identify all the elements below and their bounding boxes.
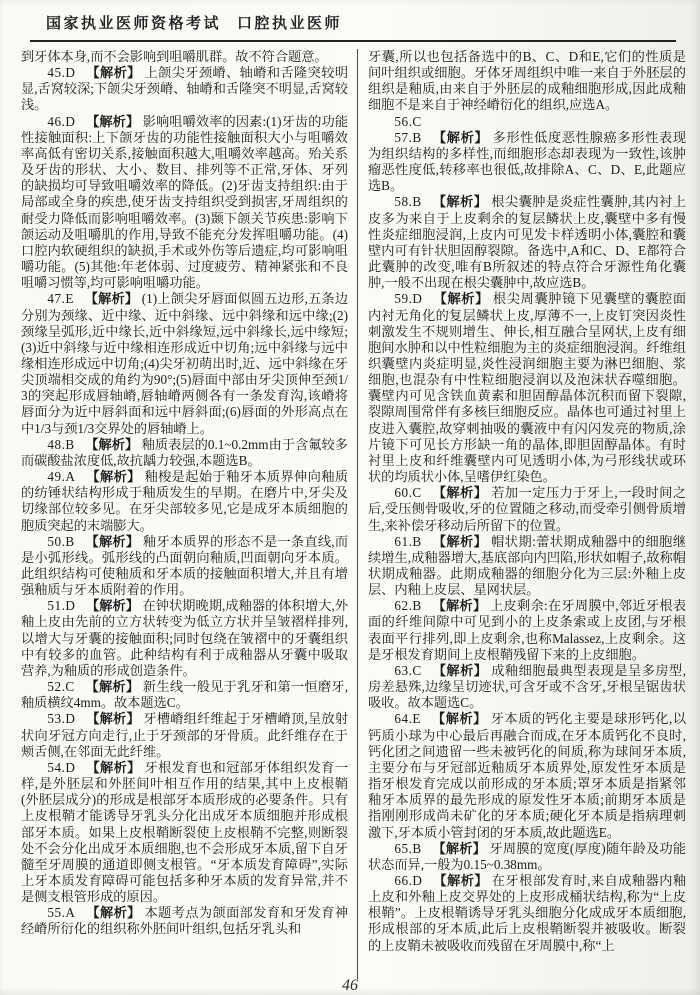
analysis-marker: 【解析】	[432, 533, 488, 549]
answer-number: 47.E	[47, 291, 74, 307]
paragraph-text: 影响咀嚼效率的因素:(1)牙齿的功能性接触面积:上下颌牙齿的功能性接触面积大小与咀嚼效率高低有密切关系,接触面积越大,咀嚼效率越高。殆关系及牙齿的形状、大小、数目、排列等不正常,牙体、牙列的缺损均可导致咀嚼效率的降低。(2)牙齿支持组织:由于局部或全身的疾患,使牙齿支持组织受到损害,牙周组织的耐受力降低而影响咀嚼效率。(3)颞下颌关节疾患:影响下颌运动及咀嚼肌的作用,导致不能充分发挥咀嚼功能。(4)口腔内软硬组织的缺损,手术或外伤等后遗症,均可影响咀嚼功能。(5)其他:年老体弱、过度疲劳、精神紧张和不良咀嚼习惯等,均可影响咀嚼功能。	[21, 113, 349, 291]
paragraph-text: 到牙体本身,而不会影响到咀嚼肌群。故不符合题意。	[21, 49, 328, 64]
answer-paragraph	[21, 437, 348, 469]
answer-paragraph	[368, 841, 686, 873]
answer-paragraph	[21, 711, 348, 759]
analysis-marker: 【解析】	[85, 436, 139, 452]
answer-paragraph	[21, 291, 348, 436]
answer-number: 59.D	[394, 291, 423, 307]
analysis-marker: 【解析】	[85, 533, 140, 549]
paragraph-text: 上颌尖牙颈嵴、轴嵴和舌隆突较明显,舌窝较深;下颌尖牙颈嵴、轴嵴和舌隆突不明显,舌窝较浅。	[21, 65, 349, 113]
paragraph-text: 牙槽嵴组纤维起于牙槽嵴顶,呈放射状向牙冠方向走行,止于牙颈部的牙骨质。此纤维存在于颊舌侧,在邻面无此纤维。	[21, 711, 349, 759]
answer-paragraph	[368, 291, 686, 485]
answer-number: 64.E	[394, 711, 421, 727]
paragraph-text: 多形性低度恶性腺癌多形性表现为组织结构的多样性,而细胞形态却表现为一致性,该肿瘤恶性度低,转移率也很低,故排除A、C、D、E,此题应选B。	[368, 129, 686, 194]
answer-number: 56.C	[394, 113, 422, 129]
analysis-marker: 【解析】	[432, 194, 488, 210]
paragraph-text: 釉质表层的0.1~0.2mm由于含氟较多而碳酸盐浓度低,故抗龋力较强,本题选B。	[21, 436, 348, 468]
answer-number: 46.D	[47, 113, 76, 129]
paragraph-text: 若加一定压力于牙上,一段时间之后,受压侧骨吸收,牙的位置随之移动,而受牵引侧骨质增生,来补偿牙移动后所留下的位置。	[368, 485, 686, 533]
paragraph-text: 成釉细胞最典型表现是呈多房型,房差悬殊,边缘呈切迹状,可含牙或不含牙,牙根呈锯齿状吸收。故本题选C。	[368, 662, 686, 711]
analysis-marker: 【解析】	[86, 711, 140, 727]
analysis-marker: 【解析】	[86, 905, 141, 921]
page-header	[46, 12, 342, 33]
answer-number: 60.C	[394, 485, 422, 501]
analysis-marker: 【解析】	[84, 291, 139, 307]
paragraph-text: 牙根发育也和冠部牙体组织发育一样,是外胚层和外胚间叶相互作用的结果,其中上皮根鞘(外胚层成分)的形成是根部牙本质形成的必要条件。只有上皮根鞘才能诱导牙乳头分化出成牙本质细胞并形成根部牙本质。如果上皮根鞘断裂使上皮根鞘不完整,则断裂处不会分化出成牙本质细胞,也不会形成牙本质,留下自牙髓至牙周膜的通道即侧支根管。“牙本质发育障碍”,实际上牙本质发育障碍可能包括多种牙本质的发育异常,并不是侧支根管形成的原因。	[21, 759, 349, 905]
answer-number: 65.B	[394, 840, 422, 856]
continuation-paragraph	[21, 49, 348, 65]
answer-number: 48.B	[47, 436, 75, 452]
answer-paragraph	[21, 598, 348, 679]
analysis-marker: 【解析】	[432, 711, 487, 727]
answer-paragraph	[21, 905, 348, 937]
answer-number: 61.B	[394, 533, 422, 549]
answer-number: 53.D	[47, 711, 76, 727]
analysis-marker: 【解析】	[432, 129, 489, 145]
analysis-marker: 【解析】	[86, 113, 140, 129]
answer-number: 62.B	[394, 598, 422, 614]
analysis-marker: 【解析】	[433, 872, 488, 888]
answer-paragraph	[21, 760, 348, 905]
answer-number: 55.A	[47, 905, 76, 921]
answer-number: 52.C	[47, 679, 75, 695]
answer-number: 57.B	[394, 129, 422, 145]
answer-paragraph	[368, 598, 686, 663]
paragraph-text: 根尖囊肿是炎症性囊肿,其内衬上皮多为来自于上皮剩余的复层鳞状上皮,囊壁中多有慢性炎症细胞浸润,上皮内可见发卡样透明小体,囊腔和囊壁内可有针状胆固醇裂隙。备选中,A和C、D、E都符合此囊肿的改变,唯有B所叙述的特点符合牙源性角化囊肿,一般不出现在根尖囊肿中,故应选B。	[368, 194, 686, 291]
answer-paragraph	[21, 114, 348, 292]
header-exam-title: 国家执业医师资格考试	[46, 16, 222, 32]
header-subject-title: 口腔执业医师	[237, 16, 343, 32]
paragraph-text: (1)上颌尖牙唇面似圆五边形,五条边分别为颈缘、近中缘、近中斜缘、远中斜缘和远中缘;(2)颈缘呈弧形,近中缘长,近中斜缘短,远中斜缘长,远中缘短;(3)近中斜缘与近中缘相连形成近中切角;远中斜缘与远中缘相连形成远中切角;(4)尖牙初萌出时,近、远中斜缘在牙尖顶端相交成的角约为90°;(5)唇面中部由牙尖顶伸至颈1/3的突起形成唇轴嵴,唇轴嵴两侧各有一条发育沟,该嵴将唇面分为近中唇斜面和远中唇斜面;(6)唇面的外形高点在中1/3与颈1/3交界处的唇轴嵴上。	[21, 291, 349, 436]
answer-number: 45.D	[47, 65, 76, 81]
analysis-marker: 【解析】	[85, 679, 140, 695]
answer-number: 51.D	[47, 598, 76, 614]
analysis-marker: 【解析】	[86, 759, 141, 775]
answer-paragraph	[368, 485, 686, 533]
paragraph-text: 本题考点为颌面部发育和牙发育神经嵴所衍化的组织称外胚间叶组织,包括牙乳头和	[21, 905, 349, 937]
analysis-marker: 【解析】	[433, 291, 489, 307]
answer-paragraph	[368, 663, 686, 711]
analysis-marker: 【解析】	[86, 598, 140, 614]
paragraph-text: 牙本质的钙化主要是球形钙化,以钙质小球为中心最后再融合而成,在牙本质钙化不良时,钙化团之间遗留一些未被钙化的间质,称为球间牙本质,主要分布与牙冠部近釉质牙本质界处,原发性牙本质是指牙根发育完成以前形成的牙本质;罩牙本质是指紧邻釉牙本质界的最先形成的原发性牙本质;前期牙本质是指刚刚形成尚未矿化的牙本质;硬化牙本质是指病理刺激下,牙本质小管封闭的牙本质,故此题选E。	[368, 711, 686, 840]
answer-number: 50.B	[47, 533, 75, 549]
column-right	[358, 49, 686, 979]
answer-number: 66.D	[394, 872, 423, 888]
answer-number: 58.B	[394, 194, 422, 210]
page-number: 46	[342, 977, 358, 994]
answer-paragraph	[368, 130, 686, 195]
analysis-marker: 【解析】	[86, 65, 141, 81]
column-left	[21, 49, 358, 979]
analysis-marker: 【解析】	[86, 469, 141, 485]
paragraph-text: 帽状期:蕾状期成釉器中的细胞继续增生,成釉器增大,基底部向内凹陷,形状如帽子,故称帽状期成釉器。此期成釉器的细胞分化为三层:外釉上皮层、内釉上皮层、星网状层。	[368, 533, 686, 598]
answer-paragraph	[368, 534, 686, 599]
paragraph-text: 上皮剩余:在牙周膜中,邻近牙根表面的纤维间隙中可见到小的上皮条索或上皮团,与牙根表面平行排列,即上皮剩余,也称Malassez,上皮剩余。这是牙根发育期间上皮根鞘残留下来的上皮细胞。	[368, 598, 686, 662]
answer-paragraph	[368, 873, 686, 954]
answer-paragraph	[21, 65, 348, 113]
answer-paragraph	[21, 679, 348, 711]
analysis-marker: 【解析】	[432, 840, 487, 856]
answer-number: 63.C	[394, 662, 422, 678]
continuation-paragraph	[368, 49, 686, 114]
answer-paragraph	[368, 194, 686, 291]
answer-number: 49.A	[47, 469, 76, 485]
paragraph-text: 根尖周囊肿镜下见囊壁的囊腔面内衬无角化的复层鳞状上皮,厚薄不一,上皮钉突因炎性刺激发生不规则增生、伸长,相互融合呈网状,上皮有细胞间水肿和以中性粒细胞为主的炎症细胞浸润。纤维组织囊壁内炎症明显,炎性浸润细胞主要为淋巴细胞、浆细胞,也混杂有中性粒细胞浸润以及泡沫状吞噬细胞。囊壁内可见含铁血黄素和胆固醇晶体沉积而留下裂隙,裂隙周围常伴有多核巨细胞反应。晶体也可通过衬里上皮进入囊腔,故穿刺抽吸的囊液中有闪闪发亮的物质,涂片镜下可见长方形缺一角的晶体,即胆固醇晶体。有时衬里上皮和纤维囊壁内可见透明小体,为弓形线状或环状的均质状小体,呈嗜伊红染色。	[368, 291, 686, 485]
paragraph-text: 牙周膜的宽度(厚度)随年龄及功能状态而异,一般为0.15~0.38mm。	[368, 840, 686, 872]
answer-paragraph	[368, 711, 686, 840]
answer-paragraph	[368, 114, 686, 130]
paragraph-text: 釉梭是起始于釉牙本质界伸向釉质的纺锤状结构形成于釉质发生的早期。在磨片中,牙尖及切缘部位较多见。在牙尖部较多见,它是成牙本质细胞的胞质突起的末端膨大。	[21, 469, 349, 533]
analysis-marker: 【解析】	[432, 485, 488, 501]
answer-number: 54.D	[47, 759, 76, 775]
header-rule	[30, 40, 676, 42]
text-columns	[21, 49, 686, 979]
answer-paragraph	[21, 469, 348, 534]
analysis-marker: 【解析】	[432, 662, 488, 678]
paragraph-text: 新生线一般见于乳牙和第一恒磨牙,釉质横纹4mm。故本题选C。	[21, 679, 349, 711]
paragraph-text: 牙囊,所以也包括备选中的B、C、D和E,它们的性质是间叶组织或细胞。牙体牙周组织中唯一来自于外胚层的组织是釉质,由来自于外胚层的成釉细胞形成,因此成釉细胞不是来自于神经嵴衍化的组织,应选A。	[368, 49, 686, 113]
paragraph-text: 釉牙本质界的形态不是一条直线,而是小弧形线。弧形线的凸面朝向釉质,凹面朝向牙本质。此组织结构可使釉质和牙本质的接触面积增大,并且有增强釉质与牙本质附着的作用。	[21, 533, 349, 598]
paragraph-text: 在牙根部发育时,来自成釉器内釉上皮和外釉上皮交界处的上皮形成桶状结构,称为“上皮根鞘”。上皮根鞘诱导牙乳头细胞分化成成牙本质细胞,形成根部的牙本质,此后上皮根鞘断裂并被吸收。断裂的上皮鞘未被吸收而残留在牙周膜中,称“上	[368, 872, 686, 953]
answer-paragraph	[21, 534, 348, 599]
analysis-marker: 【解析】	[432, 598, 487, 614]
paragraph-text: 在钟状期晚期,成釉器的体积增大,外釉上皮由先前的立方状转变为低立方状并呈皱褶样排列,以增大与牙囊的接触面积;同时包绕在皱褶中的牙囊组织中有较多的血管。此种结构有利于成釉器从牙囊中吸取营养,为釉质的形成创造条件。	[21, 598, 349, 678]
